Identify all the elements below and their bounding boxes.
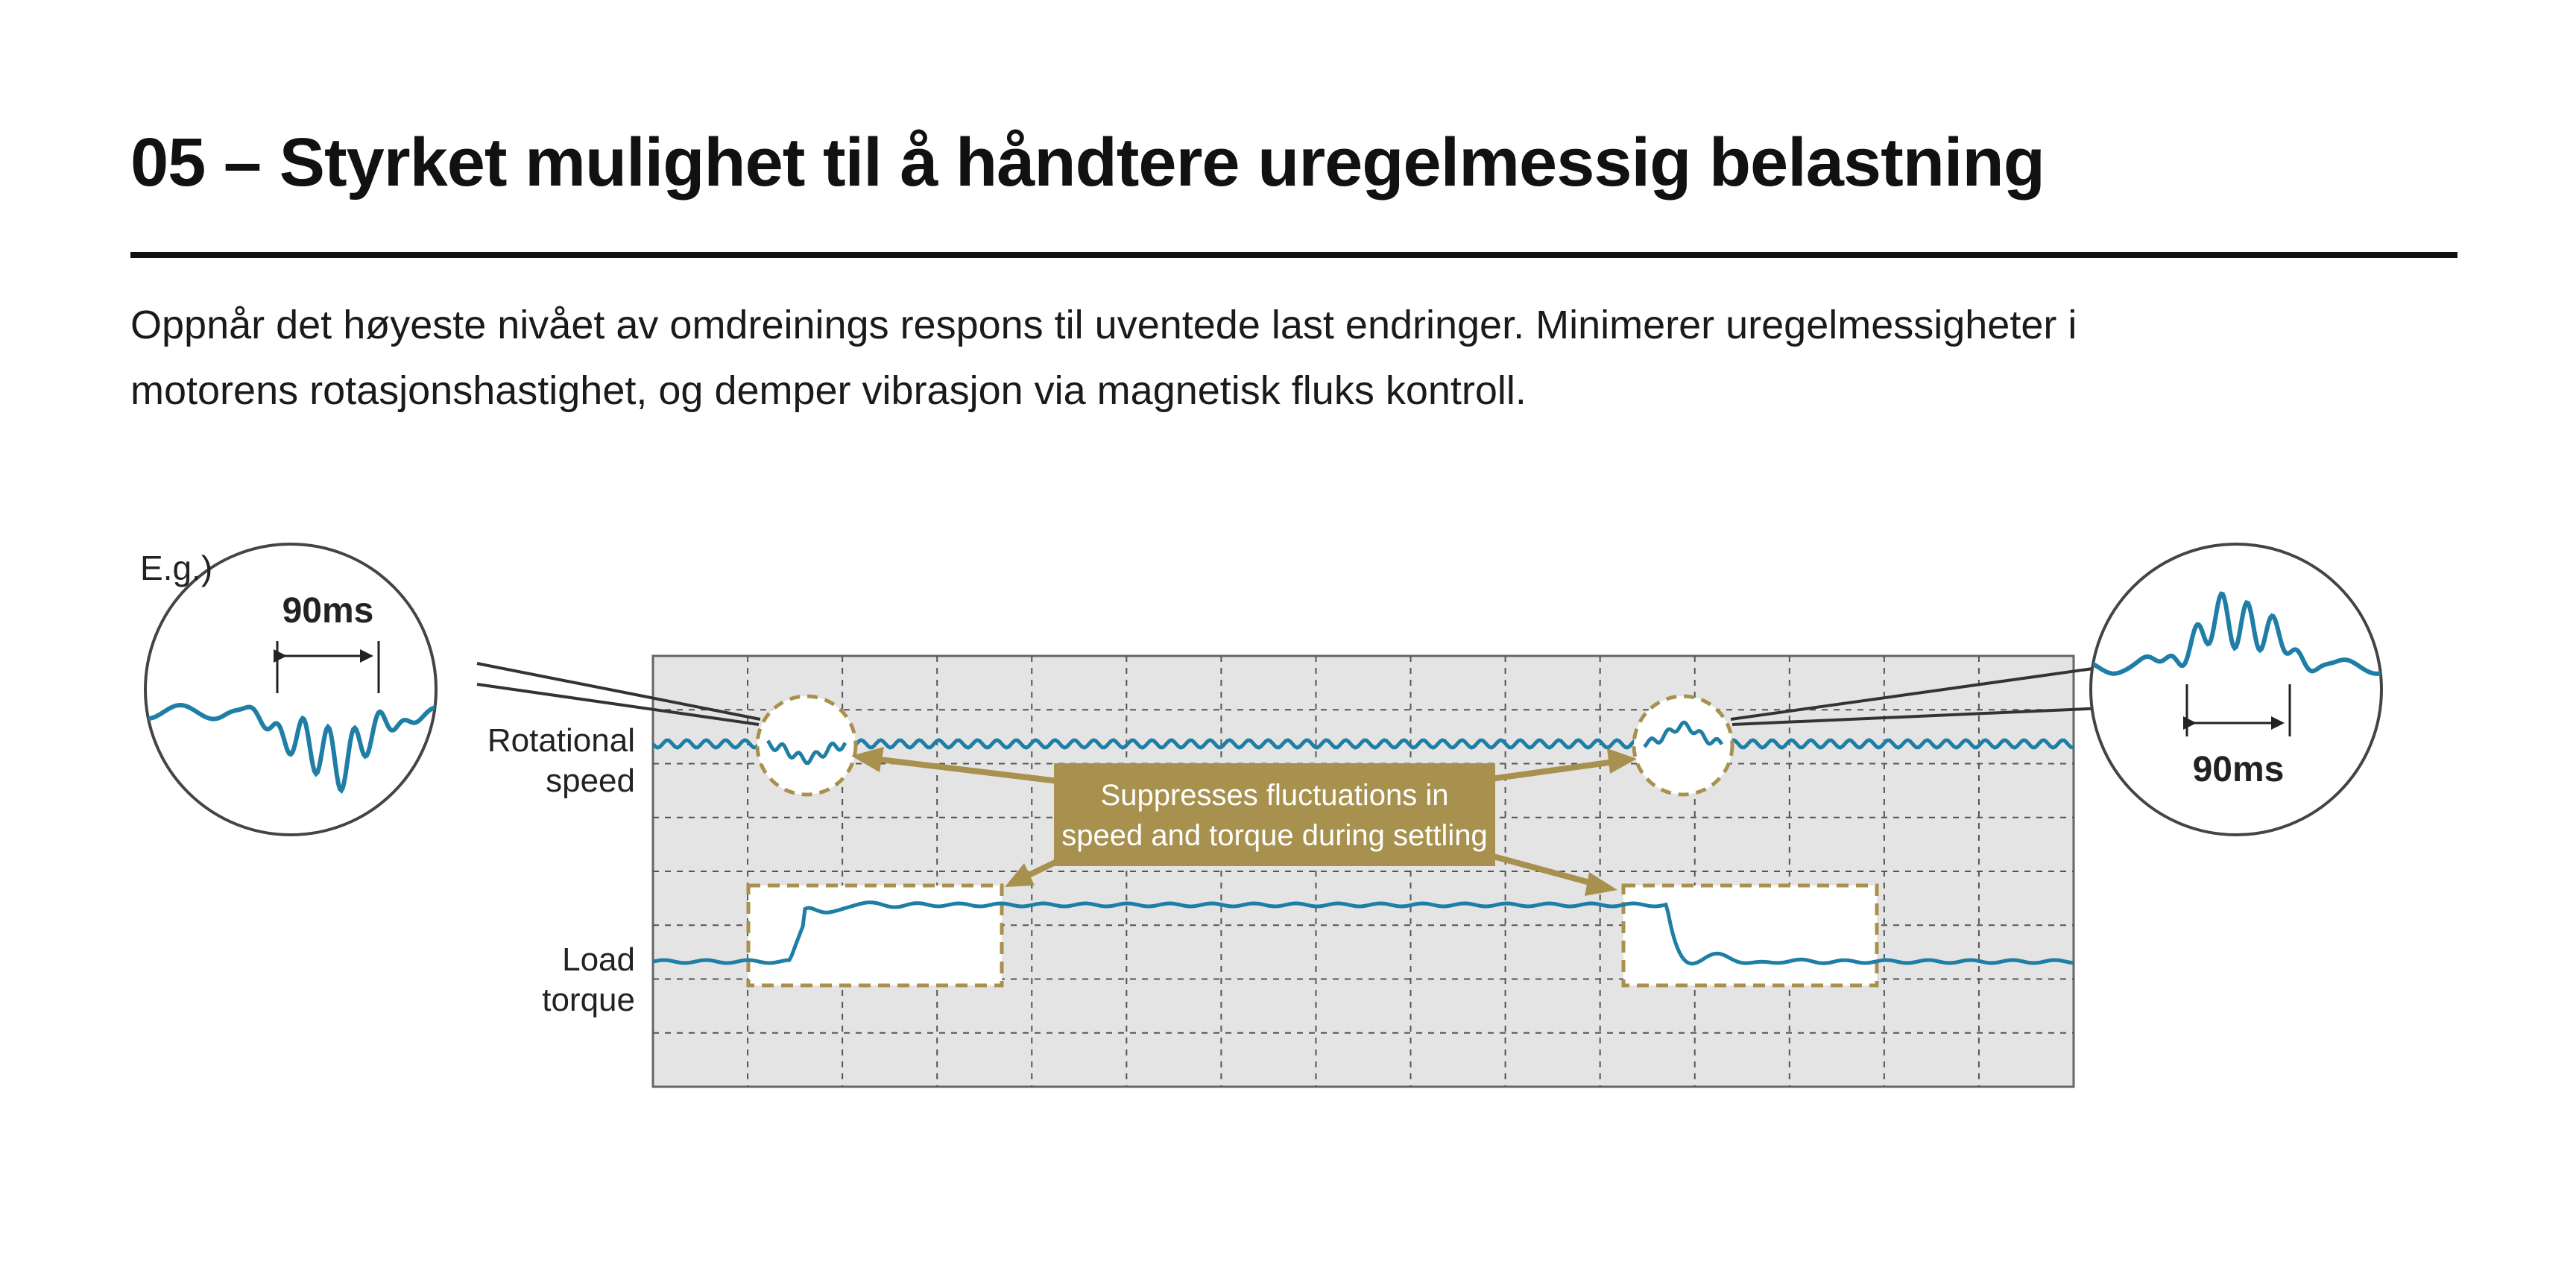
rotational-speed-label-1: Rotational bbox=[487, 722, 635, 759]
torque-highlight-box-left bbox=[748, 886, 1002, 985]
zoom-left-duration: 90ms bbox=[282, 591, 374, 631]
callout-text-line-1: Suppresses fluctuations in bbox=[1100, 779, 1449, 812]
callout-text-line-2: speed and torque during settling bbox=[1061, 819, 1488, 852]
load-torque-label-1: Load bbox=[562, 941, 635, 978]
rotational-speed-label-2: speed bbox=[546, 763, 635, 799]
page-title: 05 – Styrket mulighet til å håndtere uregelmessig belastning bbox=[130, 124, 2045, 201]
callout-box bbox=[1054, 763, 1495, 866]
intro-line-2: motorens rotasjonshastighet, og demper vibrasjon via magnetisk fluks kontroll. bbox=[130, 368, 1527, 413]
zoom-circle-left bbox=[142, 544, 440, 835]
torque-highlight-box-right bbox=[1623, 886, 1877, 985]
zoom-right-duration: 90ms bbox=[2192, 750, 2285, 789]
speed-highlight-circle-right bbox=[1634, 696, 1732, 795]
zoom-circle-right bbox=[2087, 544, 2385, 835]
oscilloscope-grid bbox=[653, 656, 2074, 1087]
intro-line-1: Oppnår det høyeste nivået av omdreinings respons til uventede last endringer. Minimerer uregelmessigheter i bbox=[130, 303, 2077, 347]
load-torque-label-2: torque bbox=[542, 982, 635, 1018]
example-label: E.g.) bbox=[140, 549, 213, 587]
